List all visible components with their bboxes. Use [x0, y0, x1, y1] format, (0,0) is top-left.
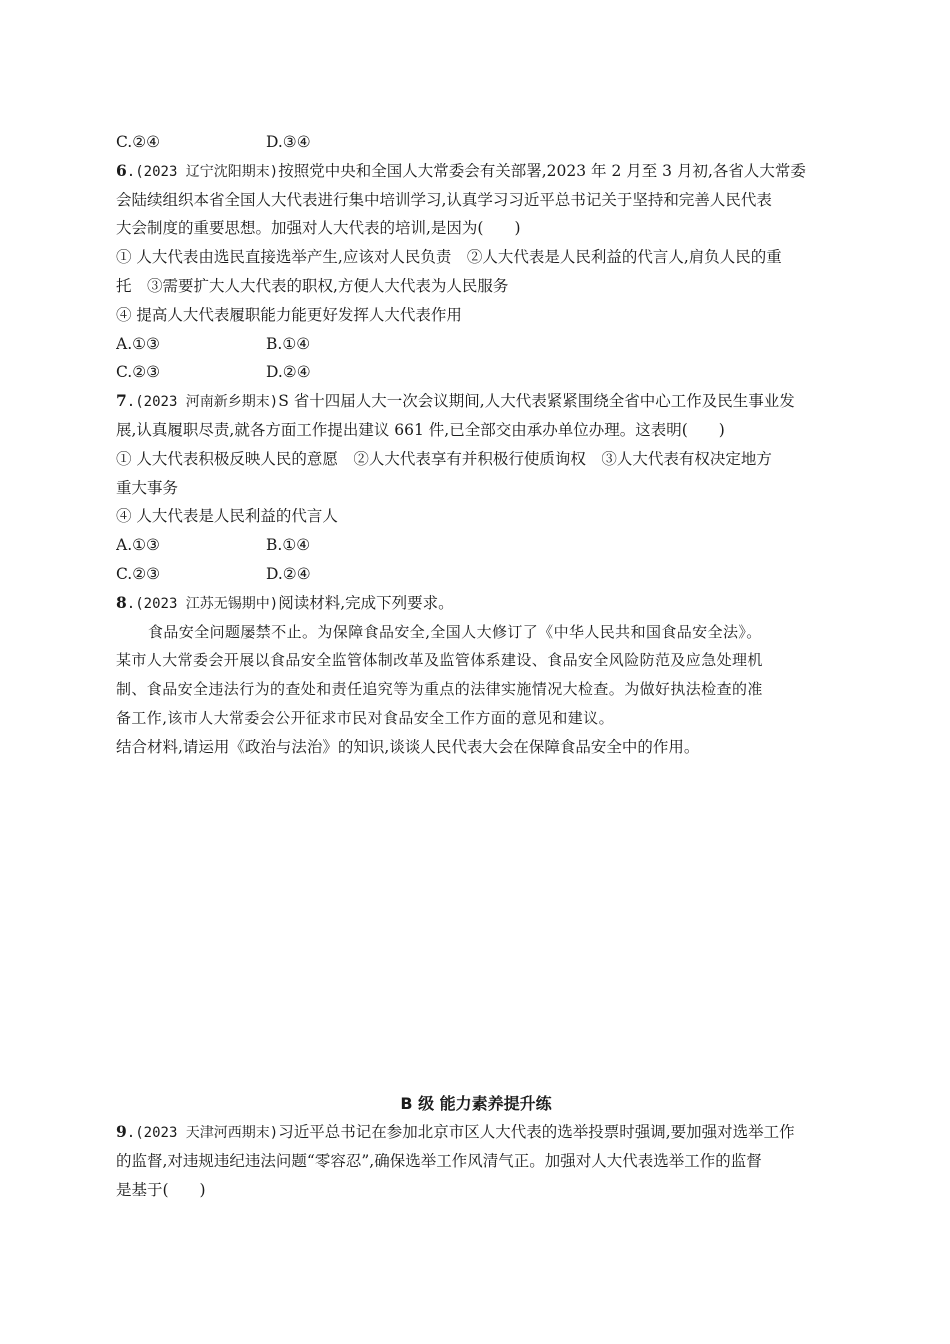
q8-material-line: 制、食品安全违法行为的查处和责任追究等为重点的法律实施情况大检查。为做好执法检查的准 [116, 680, 763, 699]
q6-option-b: B.①④ [266, 334, 311, 353]
q6-option-c: C.②③ [116, 363, 161, 382]
q7-statement-line: ④ 人大代表是人民利益的代言人 [116, 507, 338, 526]
q7-options-row [116, 531, 836, 560]
q7-statement-line: ① 人大代表积极反映人民的意愿 ②人大代表享有并积极行使质询权 ③人大代表有权决定地方 [116, 449, 772, 468]
q6-statement-line: ① 人大代表由选民直接选举产生,应该对人民负责 ②人大代表是人民利益的代言人,肩负人民的重 [116, 248, 782, 267]
q7-options-row [116, 560, 836, 589]
q6-statement-line: 托 ③需要扩大人大代表的职权,方便人大代表为人民服务 [116, 276, 509, 295]
q7-source: .(2023 河南新乡期末) [126, 394, 279, 411]
q9-stem-text: 习近平总书记在参加北京市区人大代表的选举投票时强调,要加强对选举工作 [278, 1123, 795, 1142]
q6-option-a: A.①③ [116, 334, 160, 353]
q6-options-row [116, 358, 836, 387]
q9-stem-line: 的监督,对违规违纪违法问题“零容忍”,确保选举工作风清气正。加强对人大代表选举工作的监督 [116, 1152, 762, 1171]
q6-stem-text: 按照党中央和全国人大常委会有关部署,2023 年 2 月至 3 月初,各省人大常委 [278, 161, 806, 180]
q8-material-line: 食品安全问题屡禁不止。为保障食品安全,全国人大修订了《中华人民共和国食品安全法》。 [148, 622, 762, 641]
q7-stem-line: 展,认真履职尽责,就各方面工作提出建议 661 件,已全部交由承办单位办理。这表明( ) [116, 420, 725, 439]
q8-material-line: 备工作,该市人大常委会公开征求市民对食品安全工作方面的意见和建议。 [116, 708, 614, 727]
q6-stem-line: 大会制度的重要思想。加强对人大代表的培训,是因为( ) [116, 219, 521, 238]
q6-statement-line: ④ 提高人大代表履职能力能更好发挥人大代表作用 [116, 305, 462, 324]
q6-stem-line: 会陆续组织本省全国人大代表进行集中培训学习,认真学习习近平总书记关于坚持和完善人民代表 [116, 190, 772, 209]
q6-number: 6 [116, 160, 127, 180]
q7-statement-line: 重大事务 [116, 478, 179, 497]
q5-option-d: D.③④ [266, 133, 311, 151]
q9-number: 9 [116, 1122, 127, 1142]
q7-option-a: A.①③ [116, 536, 160, 555]
q6-option-d: D.②④ [266, 363, 311, 382]
q6-stem-line [116, 157, 836, 186]
q5-option-c: C.②④ [116, 133, 161, 151]
q8-material-line: 某市人大常委会开展以食品安全监管体制改革及监管体系建设、食品安全风险防范及应急处理机 [116, 651, 763, 670]
q6-options-row [116, 330, 836, 359]
q8-stem-line [116, 589, 836, 618]
q7-number: 7 [116, 391, 127, 411]
q8-stem-text: 阅读材料,完成下列要求。 [278, 593, 454, 612]
q9-stem-line [116, 1118, 836, 1147]
q7-option-b: B.①④ [266, 536, 311, 555]
q5-options-row [116, 128, 836, 157]
q9-source: .(2023 天津河西期末) [126, 1125, 279, 1142]
q8-task-line: 结合材料,请运用《政治与法治》的知识,谈谈人民代表大会在保障食品安全中的作用。 [116, 737, 700, 756]
q7-stem-text: S 省十四届人大一次会议期间,人大代表紧紧围绕全省中心工作及民生事业发 [278, 392, 795, 411]
answer-space [116, 762, 836, 1090]
q6-source: .(2023 辽宁沈阳期末) [126, 163, 279, 180]
q7-stem-line [116, 387, 836, 416]
section-b-title: B 级 能力素养提升练 [400, 1093, 552, 1113]
q7-option-d: D.②④ [266, 564, 311, 583]
q9-stem-line: 是基于( ) [116, 1180, 206, 1199]
q8-source: .(2023 江苏无锡期中) [126, 595, 279, 612]
document-page [116, 128, 836, 1205]
q8-number: 8 [116, 592, 127, 612]
q7-option-c: C.②③ [116, 564, 161, 583]
